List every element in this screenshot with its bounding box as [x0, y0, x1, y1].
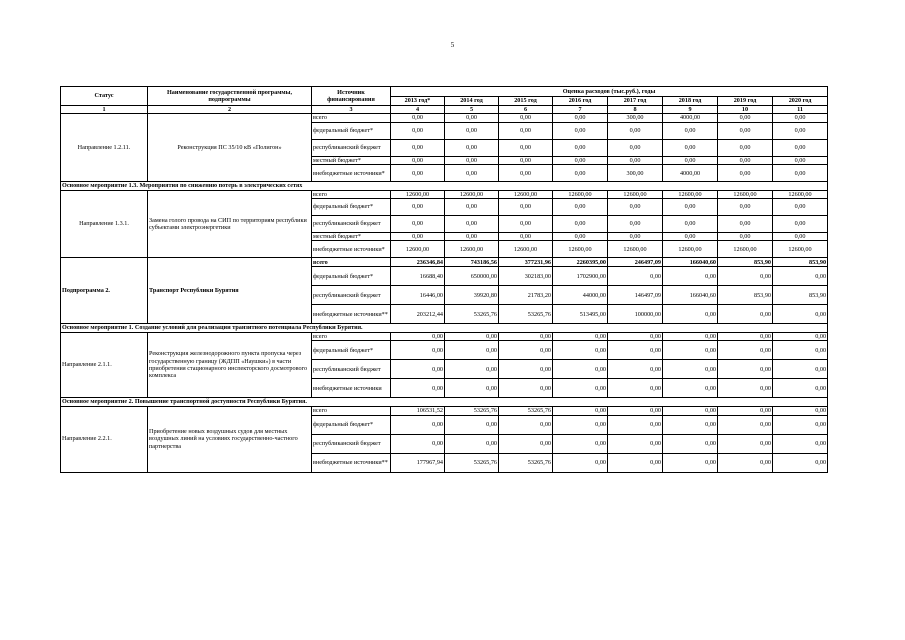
value-cell: 0,00	[663, 267, 718, 286]
value-cell: 0,00	[608, 216, 663, 233]
value-cell: 100000,00	[608, 305, 663, 324]
value-cell: 4000,00	[663, 114, 718, 122]
row-program-name: Замена голого провода на СИП по территориям республики субъектами электроэнергетики	[148, 190, 312, 258]
col-num: 7	[553, 106, 608, 114]
value-cell: 0,00	[773, 156, 828, 164]
section-title: Основное мероприятие 1.3. Мероприятия по снижению потерь в электрических сетях	[61, 182, 828, 190]
value-cell: 44000,00	[553, 286, 608, 305]
value-cell: 0,00	[773, 434, 828, 453]
value-cell: 0,00	[391, 139, 445, 156]
value-cell: 0,00	[391, 165, 445, 182]
funding-source: всего	[312, 406, 391, 415]
value-cell: 0,00	[663, 139, 718, 156]
value-cell: 0,00	[445, 379, 499, 398]
col-num: 8	[608, 106, 663, 114]
col-num: 2	[148, 106, 312, 114]
value-cell: 0,00	[718, 434, 773, 453]
row-program-name: Транспорт Республики Бурятия	[148, 258, 312, 324]
funding-source: республиканский бюджет	[312, 139, 391, 156]
value-cell: 0,00	[773, 341, 828, 360]
col-num: 11	[773, 106, 828, 114]
value-cell: 0,00	[608, 434, 663, 453]
value-cell: 4000,00	[663, 165, 718, 182]
value-cell: 0,00	[553, 122, 608, 139]
value-cell: 650000,00	[445, 267, 499, 286]
value-cell: 0,00	[499, 114, 553, 122]
value-cell: 0,00	[663, 156, 718, 164]
value-cell: 0,00	[773, 406, 828, 415]
value-cell: 0,00	[773, 233, 828, 241]
section-row	[61, 398, 828, 406]
row-status: Направление 1.2.11.	[61, 114, 148, 182]
funding-source: внебюджетные источники*	[312, 165, 391, 182]
value-cell: 12600,00	[499, 190, 553, 198]
value-cell: 0,00	[445, 360, 499, 379]
value-cell: 12600,00	[718, 241, 773, 258]
value-cell: 0,00	[773, 122, 828, 139]
value-cell: 53265,76	[445, 453, 499, 472]
funding-source: республиканский бюджет	[312, 434, 391, 453]
row-status: Направление 2.2.1.	[61, 406, 148, 472]
header-year: 2015 год	[499, 97, 553, 106]
row-status: Подпрограмма 2.	[61, 258, 148, 324]
value-cell: 0,00	[391, 415, 445, 434]
page-number: 5	[450, 41, 455, 49]
value-cell: 0,00	[608, 267, 663, 286]
value-cell: 0,00	[773, 453, 828, 472]
header-program-name: Наименование государственной программы, подпрограммы	[148, 87, 312, 106]
funding-source: внебюджетные источники	[312, 379, 391, 398]
value-cell: 853,90	[718, 286, 773, 305]
value-cell: 166040,60	[663, 286, 718, 305]
table-row	[61, 258, 828, 267]
value-cell: 0,00	[391, 233, 445, 241]
value-cell: 203212,44	[391, 305, 445, 324]
value-cell: 0,00	[391, 122, 445, 139]
value-cell: 0,00	[553, 114, 608, 122]
value-cell: 0,00	[391, 114, 445, 122]
value-cell: 0,00	[553, 216, 608, 233]
value-cell: 12600,00	[663, 241, 718, 258]
value-cell: 53265,76	[445, 305, 499, 324]
value-cell: 0,00	[718, 305, 773, 324]
value-cell: 236346,84	[391, 258, 445, 267]
value-cell: 300,00	[608, 114, 663, 122]
value-cell: 53265,76	[499, 305, 553, 324]
value-cell: 0,00	[663, 360, 718, 379]
row-program-name: Приобретение новых воздушных судов для местных воздушных линий на условиях государственно-частного партнерства	[148, 406, 312, 472]
value-cell: 0,00	[553, 199, 608, 216]
expenditure-table	[60, 86, 828, 473]
header-year: 2019 год	[718, 97, 773, 106]
value-cell: 0,00	[608, 406, 663, 415]
funding-source: федеральный бюджет*	[312, 122, 391, 139]
value-cell: 0,00	[773, 199, 828, 216]
header-source: Источник финансирования	[312, 87, 391, 106]
funding-source: местный бюджет*	[312, 156, 391, 164]
value-cell: 0,00	[718, 233, 773, 241]
value-cell: 12600,00	[553, 190, 608, 198]
value-cell: 743186,56	[445, 258, 499, 267]
value-cell: 853,90	[718, 258, 773, 267]
value-cell: 53265,76	[499, 406, 553, 415]
value-cell: 513495,00	[553, 305, 608, 324]
value-cell: 12600,00	[553, 241, 608, 258]
value-cell: 0,00	[663, 332, 718, 340]
value-cell: 0,00	[773, 114, 828, 122]
row-status: Направление 2.1.1.	[61, 332, 148, 397]
value-cell: 12600,00	[773, 190, 828, 198]
value-cell: 0,00	[553, 453, 608, 472]
value-cell: 0,00	[445, 216, 499, 233]
funding-source: федеральный бюджет*	[312, 267, 391, 286]
section-title: Основное мероприятие 1. Создание условий для реализации транзитного потенциала Республики Бурятия.	[61, 324, 828, 332]
value-cell: 0,00	[608, 233, 663, 241]
value-cell: 0,00	[391, 341, 445, 360]
value-cell: 0,00	[553, 233, 608, 241]
value-cell: 0,00	[391, 156, 445, 164]
value-cell: 0,00	[445, 233, 499, 241]
value-cell: 0,00	[718, 139, 773, 156]
value-cell: 12600,00	[391, 190, 445, 198]
value-cell: 0,00	[718, 165, 773, 182]
value-cell: 12600,00	[445, 190, 499, 198]
value-cell: 146497,09	[608, 286, 663, 305]
col-num: 3	[312, 106, 391, 114]
value-cell: 0,00	[499, 434, 553, 453]
header-year: 2020 год	[773, 97, 828, 106]
row-status: Направление 1.3.1.	[61, 190, 148, 258]
value-cell: 0,00	[499, 199, 553, 216]
header-year: 2013 год*	[391, 97, 445, 106]
value-cell: 0,00	[608, 332, 663, 340]
value-cell: 0,00	[499, 415, 553, 434]
value-cell: 0,00	[773, 332, 828, 340]
table-row	[61, 406, 828, 415]
value-cell: 0,00	[445, 341, 499, 360]
funding-source: всего	[312, 332, 391, 340]
value-cell: 0,00	[773, 360, 828, 379]
value-cell: 21783,20	[499, 286, 553, 305]
value-cell: 0,00	[718, 453, 773, 472]
col-num: 4	[391, 106, 445, 114]
value-cell: 0,00	[445, 415, 499, 434]
value-cell: 0,00	[773, 305, 828, 324]
funding-source: республиканский бюджет	[312, 286, 391, 305]
value-cell: 0,00	[718, 199, 773, 216]
value-cell: 0,00	[663, 122, 718, 139]
value-cell: 0,00	[718, 114, 773, 122]
header-year: 2018 год	[663, 97, 718, 106]
value-cell: 0,00	[718, 341, 773, 360]
value-cell: 0,00	[718, 122, 773, 139]
value-cell: 39920,80	[445, 286, 499, 305]
value-cell: 0,00	[445, 156, 499, 164]
value-cell: 0,00	[499, 379, 553, 398]
table-row	[61, 332, 828, 340]
value-cell: 0,00	[608, 156, 663, 164]
value-cell: 0,00	[663, 305, 718, 324]
value-cell: 0,00	[445, 332, 499, 340]
value-cell: 0,00	[718, 415, 773, 434]
value-cell: 853,90	[773, 286, 828, 305]
value-cell: 0,00	[718, 332, 773, 340]
header-year: 2014 год	[445, 97, 499, 106]
value-cell: 0,00	[553, 406, 608, 415]
value-cell: 166040,60	[663, 258, 718, 267]
funding-source: местный бюджет*	[312, 233, 391, 241]
value-cell: 0,00	[553, 156, 608, 164]
value-cell: 0,00	[773, 139, 828, 156]
row-program-name: Реконструкция железнодорожного пункта пропуска через государственную границу (ЖДПП «Наушки») в части приобретения стационарного инспекторского досмотрового комплекса	[148, 332, 312, 397]
value-cell: 0,00	[663, 199, 718, 216]
value-cell: 0,00	[391, 199, 445, 216]
value-cell: 0,00	[445, 122, 499, 139]
value-cell: 0,00	[553, 332, 608, 340]
value-cell: 0,00	[773, 165, 828, 182]
value-cell: 12600,00	[499, 241, 553, 258]
funding-source: всего	[312, 190, 391, 198]
value-cell: 246497,09	[608, 258, 663, 267]
value-cell: 12600,00	[391, 241, 445, 258]
value-cell: 0,00	[608, 453, 663, 472]
value-cell: 0,00	[773, 216, 828, 233]
value-cell: 377231,96	[499, 258, 553, 267]
value-cell: 0,00	[553, 379, 608, 398]
value-cell: 0,00	[608, 139, 663, 156]
section-title: Основное мероприятие 2. Повышение транспортной доступности Республики Бурятия.	[61, 398, 828, 406]
header-estimate: Оценка расходов (тыс.руб.), годы	[391, 87, 828, 97]
funding-source: федеральный бюджет*	[312, 199, 391, 216]
value-cell: 12600,00	[718, 190, 773, 198]
value-cell: 853,90	[773, 258, 828, 267]
funding-source: внебюджетные источники**	[312, 453, 391, 472]
value-cell: 0,00	[499, 332, 553, 340]
col-num: 1	[61, 106, 148, 114]
header-status: Статус	[61, 87, 148, 106]
value-cell: 0,00	[553, 434, 608, 453]
value-cell: 0,00	[663, 434, 718, 453]
value-cell: 0,00	[445, 199, 499, 216]
value-cell: 0,00	[553, 415, 608, 434]
value-cell: 0,00	[773, 267, 828, 286]
value-cell: 0,00	[391, 332, 445, 340]
value-cell: 0,00	[718, 379, 773, 398]
value-cell: 0,00	[445, 434, 499, 453]
value-cell: 0,00	[391, 360, 445, 379]
value-cell: 0,00	[608, 360, 663, 379]
value-cell: 0,00	[553, 360, 608, 379]
value-cell: 0,00	[608, 379, 663, 398]
value-cell: 0,00	[608, 341, 663, 360]
value-cell: 53265,76	[499, 453, 553, 472]
funding-source: внебюджетные источники**	[312, 305, 391, 324]
funding-source: внебюджетные источники*	[312, 241, 391, 258]
value-cell: 0,00	[663, 453, 718, 472]
value-cell: 12600,00	[608, 190, 663, 198]
value-cell: 0,00	[608, 415, 663, 434]
value-cell: 106531,52	[391, 406, 445, 415]
value-cell: 0,00	[499, 139, 553, 156]
value-cell: 0,00	[718, 156, 773, 164]
value-cell: 300,00	[608, 165, 663, 182]
value-cell: 0,00	[663, 379, 718, 398]
value-cell: 12600,00	[445, 241, 499, 258]
value-cell: 0,00	[608, 199, 663, 216]
col-num: 9	[663, 106, 718, 114]
funding-source: республиканский бюджет	[312, 216, 391, 233]
table-row	[61, 190, 828, 198]
value-cell: 0,00	[499, 165, 553, 182]
value-cell: 0,00	[608, 122, 663, 139]
header-year: 2017 год	[608, 97, 663, 106]
value-cell: 0,00	[718, 216, 773, 233]
value-cell: 0,00	[663, 415, 718, 434]
value-cell: 2260395,00	[553, 258, 608, 267]
value-cell: 0,00	[499, 360, 553, 379]
value-cell: 0,00	[499, 122, 553, 139]
value-cell: 16688,40	[391, 267, 445, 286]
value-cell: 0,00	[553, 165, 608, 182]
value-cell: 0,00	[553, 139, 608, 156]
value-cell: 12600,00	[773, 241, 828, 258]
value-cell: 0,00	[499, 233, 553, 241]
funding-source: республиканский бюджет	[312, 360, 391, 379]
value-cell: 0,00	[499, 156, 553, 164]
col-num: 10	[718, 106, 773, 114]
funding-source: всего	[312, 258, 391, 267]
value-cell: 0,00	[445, 114, 499, 122]
funding-source: всего	[312, 114, 391, 122]
value-cell: 0,00	[718, 360, 773, 379]
funding-source: федеральный бюджет*	[312, 341, 391, 360]
value-cell: 0,00	[718, 406, 773, 415]
value-cell: 12600,00	[663, 190, 718, 198]
col-num: 6	[499, 106, 553, 114]
table-row	[61, 114, 828, 122]
value-cell: 0,00	[553, 341, 608, 360]
section-row	[61, 324, 828, 332]
value-cell: 0,00	[391, 216, 445, 233]
header-year: 2016 год	[553, 97, 608, 106]
funding-source: федеральный бюджет*	[312, 415, 391, 434]
value-cell: 0,00	[391, 379, 445, 398]
row-program-name: Реконструкция ПС 35/10 кВ «Полигон»	[148, 114, 312, 182]
value-cell: 0,00	[663, 233, 718, 241]
value-cell: 0,00	[718, 267, 773, 286]
value-cell: 53265,76	[445, 406, 499, 415]
value-cell: 0,00	[663, 406, 718, 415]
value-cell: 0,00	[773, 379, 828, 398]
value-cell: 0,00	[773, 415, 828, 434]
value-cell: 16446,00	[391, 286, 445, 305]
value-cell: 1702900,00	[553, 267, 608, 286]
value-cell: 177967,94	[391, 453, 445, 472]
section-row	[61, 182, 828, 190]
value-cell: 0,00	[663, 341, 718, 360]
value-cell: 302183,00	[499, 267, 553, 286]
value-cell: 12600,00	[608, 241, 663, 258]
value-cell: 0,00	[391, 434, 445, 453]
value-cell: 0,00	[445, 165, 499, 182]
value-cell: 0,00	[499, 341, 553, 360]
col-num: 5	[445, 106, 499, 114]
value-cell: 0,00	[445, 139, 499, 156]
value-cell: 0,00	[663, 216, 718, 233]
value-cell: 0,00	[499, 216, 553, 233]
